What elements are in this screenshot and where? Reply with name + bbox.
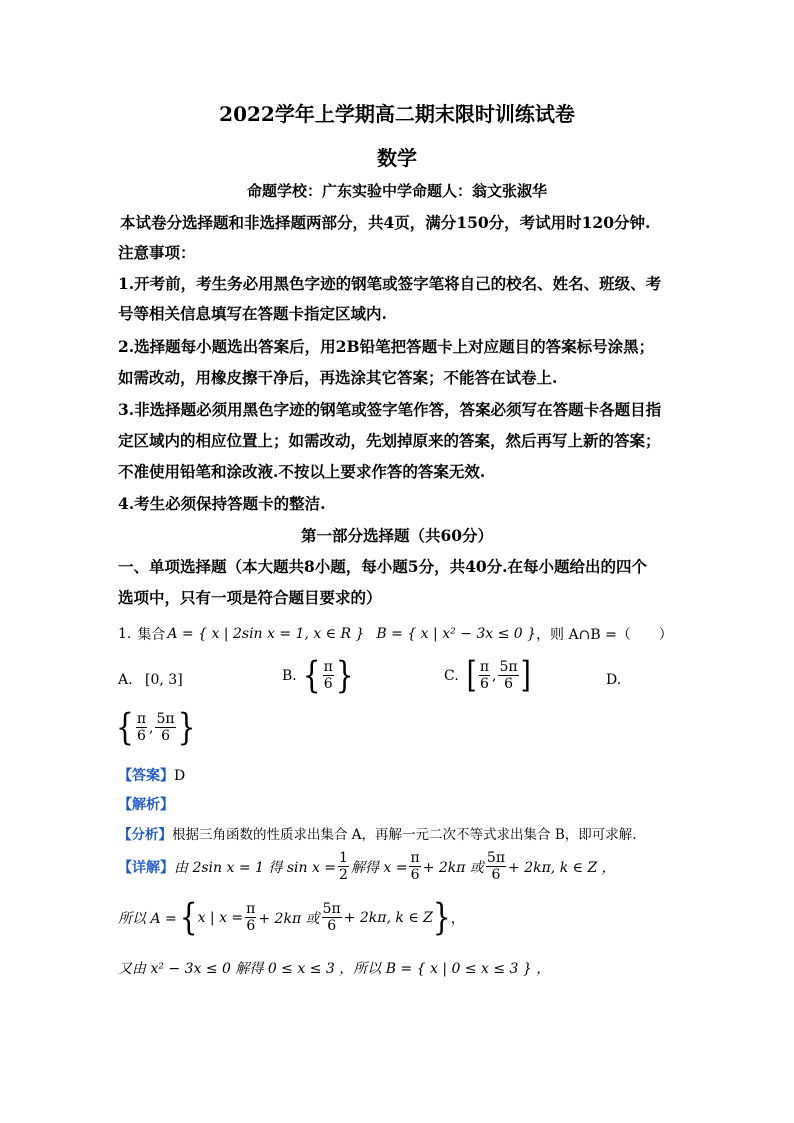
intro-line: 本试卷分选择题和非选择题两部分，共4页，满分150分，考试用时120分钟. [120, 213, 651, 232]
note-1a: 1.开考前，考生务必用黑色字迹的钢笔或签字笔将自己的校名、姓名、班级、考 [118, 274, 662, 293]
option-C: C. [ $\frac{\pi}{6}$ , $\frac{5\pi}{6}$ ] [444, 655, 531, 696]
final-line: 又由 x² − 3x ≤ 0 解得 0 ≤ x ≤ 3 ，所以 B = { x | 0 ≤ x ≤ 3 } ， [118, 961, 551, 977]
fenxi-tag: 【分析】 [118, 827, 172, 843]
option-C-label: C. [444, 667, 459, 684]
xiangjie-line: 【详解】 由 2sin x = 1 得 sin x = $\frac{1}{2}$ 解得 x = $\frac{\pi}{6}$ + 2kπ 或 $\frac{5\pi}{6}$ + 2kπ, k ∈ Z ， [118, 850, 616, 883]
note-4: 4.考生必须保持答题卡的整洁. [118, 494, 326, 513]
option-D-value: { $\frac{\pi}{6}$ , $\frac{5\pi}{6}$ } [116, 705, 196, 749]
author-line: 命题学校：广东实验中学命题人：翁文张淑华 [246, 182, 547, 200]
part1-heading: 第一部分选择题（共60分） [300, 526, 494, 545]
fenxi-text: 根据三角函数的性质求出集合 A，再解一元二次不等式求出集合 B，即可求解. [172, 827, 637, 843]
subject-heading: 数学 [377, 146, 417, 170]
option-B-label: B. [282, 667, 297, 684]
section-instructions-b: 选项中，只有一项是符合题目要求的） [118, 588, 382, 607]
question-set-label: 集合 [137, 627, 166, 643]
analysis-tag: 【解析】 [118, 797, 174, 813]
set-B-expression: B = { x | x² − 3x ≤ 0 } [376, 626, 537, 642]
answer-tag: 【答案】 [118, 768, 174, 784]
note-3c: 不准使用铅笔和涂改液.不按以上要求作答的答案无效. [118, 462, 486, 481]
note-1b: 号等相关信息填写在答题卡指定区域内. [118, 304, 387, 323]
notes-heading: 注意事项： [118, 243, 196, 262]
section-instructions-a: 一、单项选择题（本大题共8小题，每小题5分，共40分.在每小题给出的四个 [118, 557, 648, 576]
option-A [118, 672, 183, 688]
question-ask: ，则 A∩B =（ ） [536, 627, 673, 643]
option-B: B. { $\frac{\pi}{6}$ } [282, 653, 354, 697]
note-2b: 如需改动，用橡皮擦干净后，再选涂其它答案；不能答在试卷上. [118, 368, 558, 387]
question-1 [118, 624, 673, 644]
fraction-pi-over-6: $\frac{\pi}{6}$ [323, 659, 333, 692]
question-number: 1. [118, 626, 132, 642]
exam-title: 2022学年上学期高二期末限时训练试卷 [219, 102, 575, 126]
xiangjie-tag: 【详解】 [118, 859, 174, 876]
fenxi-line [118, 823, 637, 843]
answer-value: D [174, 768, 186, 784]
set-A-expression: A = { x | 2sin x = 1, x ∈ R } [167, 626, 365, 642]
note-2a: 2.选择题每小题选出答案后，用2B铅笔把答题卡上对应题目的答案标号涂黑； [118, 337, 655, 356]
so-A-line: 所以 A = { x | x = $\frac{\pi}{6}$ + 2kπ 或 $\frac{5\pi}{6}$ + 2kπ, k ∈ Z } ， [118, 895, 465, 939]
note-3a: 3.非选择题必须用黑色字迹的钢笔或签字笔作答，答案必须写在答题卡各题目指 [118, 400, 662, 419]
note-3b: 定区域内的相应位置上；如需改动，先划掉原来的答案，然后再写上新的答案； [118, 431, 661, 450]
option-A-value: [0, 3] [145, 672, 183, 688]
option-A-label: A. [118, 672, 133, 688]
option-D-label: D. [606, 672, 622, 688]
answer-line [118, 765, 185, 785]
